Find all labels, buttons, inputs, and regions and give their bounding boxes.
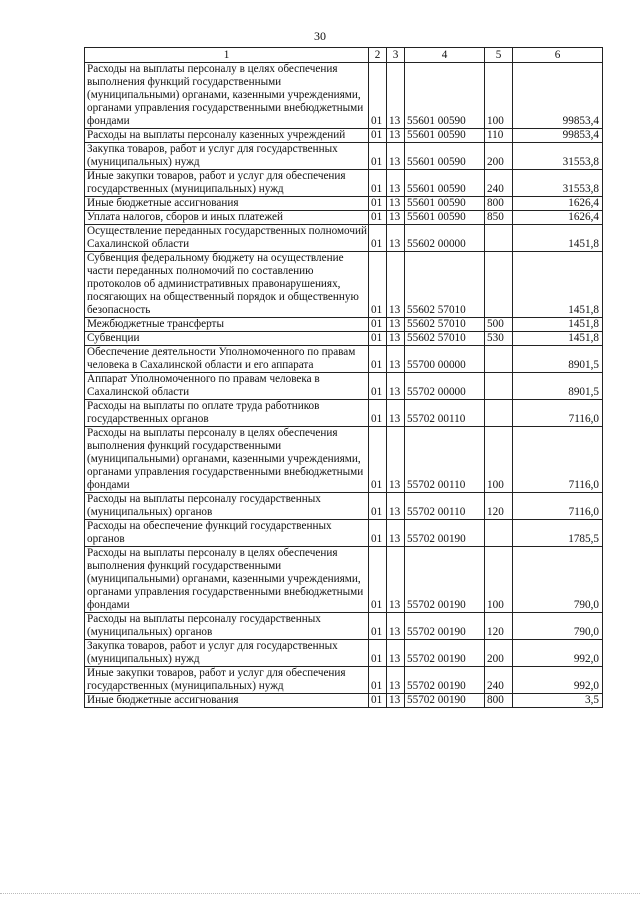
table-row xyxy=(85,129,603,143)
row-amount-cell: 790,0 xyxy=(513,547,603,613)
row-expense-type-cell: 530 xyxy=(485,332,513,346)
row-section-cell: 01 xyxy=(369,346,387,373)
row-subsection-cell: 13 xyxy=(387,667,405,694)
row-section-cell: 01 xyxy=(369,332,387,346)
row-subsection-cell: 13 xyxy=(387,640,405,667)
row-target-article-cell: 55601 00590 xyxy=(405,211,485,225)
row-expense-type-cell xyxy=(485,520,513,547)
row-amount-cell: 8901,5 xyxy=(513,373,603,400)
table-row xyxy=(85,170,603,197)
row-target-article-cell: 55702 00110 xyxy=(405,493,485,520)
row-subsection-cell: 13 xyxy=(387,346,405,373)
row-name-cell: Межбюджетные трансферты xyxy=(85,318,369,332)
row-section-cell: 01 xyxy=(369,318,387,332)
row-expense-type-cell: 240 xyxy=(485,170,513,197)
row-name-cell: Осуществление переданных государственных полномочий Сахалинской области xyxy=(85,225,369,252)
row-section-cell: 01 xyxy=(369,373,387,400)
row-name-cell: Субвенция федеральному бюджету на осуществление части переданных полномочий по составлению протоколов об административных правонарушениях, посягающих на общественный порядок и общественную безопасность xyxy=(85,252,369,318)
row-name-cell: Обеспечение деятельности Уполномоченного по правам человека в Сахалинской области и его аппарата xyxy=(85,346,369,373)
row-subsection-cell: 13 xyxy=(387,252,405,318)
row-target-article-cell: 55702 00000 xyxy=(405,373,485,400)
row-target-article-cell: 55601 00590 xyxy=(405,143,485,170)
row-name-cell: Иные закупки товаров, работ и услуг для обеспечения государственных (муниципальных) нужд xyxy=(85,667,369,694)
row-amount-cell: 31553,8 xyxy=(513,170,603,197)
row-subsection-cell: 13 xyxy=(387,520,405,547)
row-section-cell: 01 xyxy=(369,667,387,694)
row-section-cell: 01 xyxy=(369,613,387,640)
row-expense-type-cell: 110 xyxy=(485,129,513,143)
row-name-cell: Расходы на выплаты по оплате труда работников государственных органов xyxy=(85,400,369,427)
header-col-5: 5 xyxy=(485,48,513,63)
table-row xyxy=(85,318,603,332)
header-col-4: 4 xyxy=(405,48,485,63)
header-col-6: 6 xyxy=(513,48,603,63)
row-section-cell: 01 xyxy=(369,129,387,143)
table-row xyxy=(85,197,603,211)
row-target-article-cell: 55700 00000 xyxy=(405,346,485,373)
table-row xyxy=(85,211,603,225)
row-target-article-cell: 55702 00190 xyxy=(405,547,485,613)
row-section-cell: 01 xyxy=(369,63,387,129)
row-section-cell: 01 xyxy=(369,493,387,520)
row-subsection-cell: 13 xyxy=(387,427,405,493)
table-row xyxy=(85,373,603,400)
row-name-cell: Иные закупки товаров, работ и услуг для обеспечения государственных (муниципальных) нужд xyxy=(85,170,369,197)
row-name-cell: Уплата налогов, сборов и иных платежей xyxy=(85,211,369,225)
row-subsection-cell: 13 xyxy=(387,225,405,252)
table-row xyxy=(85,225,603,252)
row-name-cell: Расходы на обеспечение функций государственных органов xyxy=(85,520,369,547)
row-section-cell: 01 xyxy=(369,547,387,613)
row-section-cell: 01 xyxy=(369,694,387,708)
row-name-cell: Расходы на выплаты персоналу государственных (муниципальных) органов xyxy=(85,613,369,640)
row-section-cell: 01 xyxy=(369,520,387,547)
row-expense-type-cell xyxy=(485,346,513,373)
table-row xyxy=(85,332,603,346)
row-name-cell: Аппарат Уполномоченного по правам человека в Сахалинской области xyxy=(85,373,369,400)
row-section-cell: 01 xyxy=(369,211,387,225)
row-target-article-cell: 55702 00110 xyxy=(405,427,485,493)
row-name-cell: Расходы на выплаты персоналу государственных (муниципальных) органов xyxy=(85,493,369,520)
row-name-cell: Иные бюджетные ассигнования xyxy=(85,694,369,708)
table-row xyxy=(85,547,603,613)
table-row xyxy=(85,640,603,667)
page-number: 30 xyxy=(314,29,326,43)
table-row xyxy=(85,346,603,373)
row-target-article-cell: 55702 00190 xyxy=(405,667,485,694)
table-row xyxy=(85,143,603,170)
row-expense-type-cell xyxy=(485,373,513,400)
table-header-row xyxy=(85,48,603,63)
row-target-article-cell: 55602 57010 xyxy=(405,318,485,332)
row-amount-cell: 1451,8 xyxy=(513,225,603,252)
row-subsection-cell: 13 xyxy=(387,63,405,129)
row-section-cell: 01 xyxy=(369,427,387,493)
table-row xyxy=(85,667,603,694)
row-amount-cell: 1785,5 xyxy=(513,520,603,547)
row-amount-cell: 1451,8 xyxy=(513,318,603,332)
row-target-article-cell: 55601 00590 xyxy=(405,129,485,143)
row-subsection-cell: 13 xyxy=(387,318,405,332)
row-amount-cell: 7116,0 xyxy=(513,400,603,427)
row-amount-cell: 790,0 xyxy=(513,613,603,640)
row-amount-cell: 99853,4 xyxy=(513,63,603,129)
row-name-cell: Иные бюджетные ассигнования xyxy=(85,197,369,211)
row-expense-type-cell xyxy=(485,252,513,318)
row-amount-cell: 992,0 xyxy=(513,667,603,694)
row-name-cell: Расходы на выплаты персоналу в целях обеспечения выполнения функций государственными (муниципальными) органами, казенными учреждениями, органами управления государственными внебюджетными фондами xyxy=(85,63,369,129)
row-target-article-cell: 55702 00190 xyxy=(405,694,485,708)
row-expense-type-cell: 120 xyxy=(485,493,513,520)
row-amount-cell: 1451,8 xyxy=(513,332,603,346)
table-row xyxy=(85,520,603,547)
row-expense-type-cell: 800 xyxy=(485,694,513,708)
row-target-article-cell: 55702 00190 xyxy=(405,613,485,640)
row-subsection-cell: 13 xyxy=(387,332,405,346)
row-expense-type-cell xyxy=(485,225,513,252)
row-amount-cell: 1626,4 xyxy=(513,211,603,225)
row-subsection-cell: 13 xyxy=(387,547,405,613)
row-subsection-cell: 13 xyxy=(387,129,405,143)
row-subsection-cell: 13 xyxy=(387,694,405,708)
row-subsection-cell: 13 xyxy=(387,373,405,400)
budget-table xyxy=(84,47,603,708)
row-subsection-cell: 13 xyxy=(387,613,405,640)
row-section-cell: 01 xyxy=(369,143,387,170)
row-expense-type-cell: 240 xyxy=(485,667,513,694)
table-row xyxy=(85,252,603,318)
row-target-article-cell: 55602 57010 xyxy=(405,332,485,346)
table-row xyxy=(85,493,603,520)
row-amount-cell: 7116,0 xyxy=(513,493,603,520)
row-expense-type-cell: 800 xyxy=(485,197,513,211)
row-name-cell: Закупка товаров, работ и услуг для государственных (муниципальных) нужд xyxy=(85,143,369,170)
row-name-cell: Закупка товаров, работ и услуг для государственных (муниципальных) нужд xyxy=(85,640,369,667)
row-target-article-cell: 55702 00190 xyxy=(405,640,485,667)
row-section-cell: 01 xyxy=(369,400,387,427)
row-amount-cell: 99853,4 xyxy=(513,129,603,143)
row-expense-type-cell: 100 xyxy=(485,427,513,493)
row-amount-cell: 7116,0 xyxy=(513,427,603,493)
row-amount-cell: 31553,8 xyxy=(513,143,603,170)
row-section-cell: 01 xyxy=(369,197,387,211)
row-expense-type-cell: 200 xyxy=(485,143,513,170)
row-target-article-cell: 55702 00190 xyxy=(405,520,485,547)
row-name-cell: Расходы на выплаты персоналу в целях обеспечения выполнения функций государственными (муниципальными) органами, казенными учреждениями, органами управления государственными внебюджетными фондами xyxy=(85,427,369,493)
row-amount-cell: 1451,8 xyxy=(513,252,603,318)
row-section-cell: 01 xyxy=(369,170,387,197)
row-target-article-cell: 55602 00000 xyxy=(405,225,485,252)
row-section-cell: 01 xyxy=(369,640,387,667)
header-col-2: 2 xyxy=(369,48,387,63)
row-subsection-cell: 13 xyxy=(387,170,405,197)
row-amount-cell: 3,5 xyxy=(513,694,603,708)
row-target-article-cell: 55601 00590 xyxy=(405,63,485,129)
row-section-cell: 01 xyxy=(369,252,387,318)
row-target-article-cell: 55702 00110 xyxy=(405,400,485,427)
row-subsection-cell: 13 xyxy=(387,143,405,170)
row-target-article-cell: 55601 00590 xyxy=(405,197,485,211)
table-row xyxy=(85,63,603,129)
row-expense-type-cell: 850 xyxy=(485,211,513,225)
header-col-3: 3 xyxy=(387,48,405,63)
row-expense-type-cell: 200 xyxy=(485,640,513,667)
row-expense-type-cell: 100 xyxy=(485,63,513,129)
row-target-article-cell: 55601 00590 xyxy=(405,170,485,197)
row-expense-type-cell: 500 xyxy=(485,318,513,332)
scan-edge xyxy=(0,893,640,896)
row-subsection-cell: 13 xyxy=(387,197,405,211)
row-expense-type-cell: 120 xyxy=(485,613,513,640)
row-name-cell: Расходы на выплаты персоналу казенных учреждений xyxy=(85,129,369,143)
row-name-cell: Расходы на выплаты персоналу в целях обеспечения выполнения функций государственными (муниципальными) органами, казенными учреждениями, органами управления государственными внебюджетными фондами xyxy=(85,547,369,613)
row-amount-cell: 1626,4 xyxy=(513,197,603,211)
table-row xyxy=(85,427,603,493)
row-amount-cell: 992,0 xyxy=(513,640,603,667)
table-row xyxy=(85,613,603,640)
row-amount-cell: 8901,5 xyxy=(513,346,603,373)
header-col-1: 1 xyxy=(85,48,369,63)
row-subsection-cell: 13 xyxy=(387,400,405,427)
table-row xyxy=(85,694,603,708)
row-section-cell: 01 xyxy=(369,225,387,252)
row-name-cell: Субвенции xyxy=(85,332,369,346)
table-row xyxy=(85,400,603,427)
row-expense-type-cell: 100 xyxy=(485,547,513,613)
row-subsection-cell: 13 xyxy=(387,211,405,225)
row-expense-type-cell xyxy=(485,400,513,427)
row-target-article-cell: 55602 57010 xyxy=(405,252,485,318)
row-subsection-cell: 13 xyxy=(387,493,405,520)
